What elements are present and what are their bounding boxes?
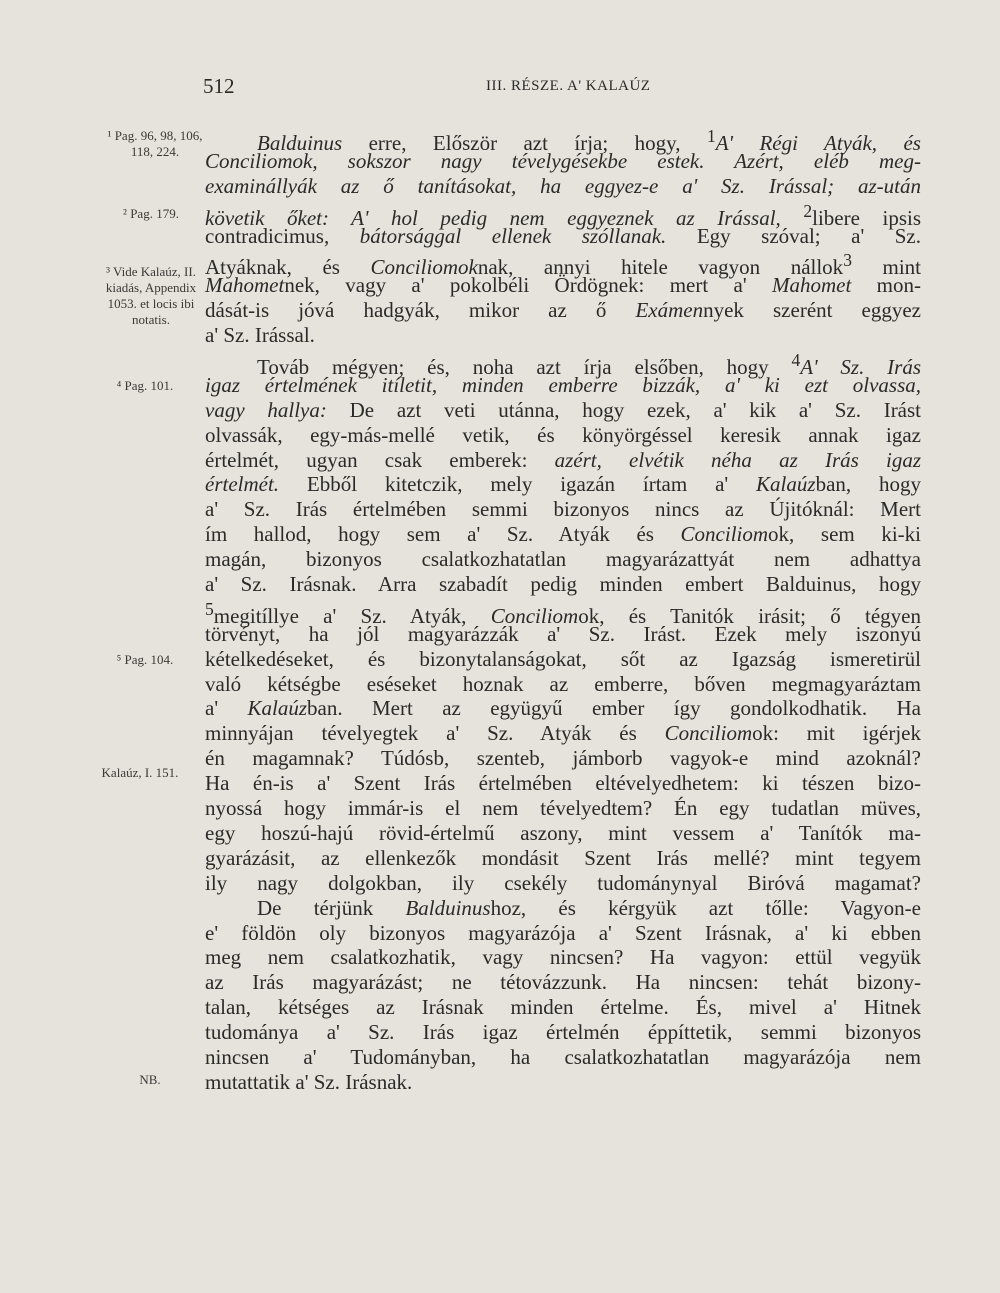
text-line: én magamnak? Túdósb, szenteb, jámborb vagyok-e mind azoknál? <box>205 746 921 771</box>
margin-note-5: ⁵ Pag. 104. <box>116 652 174 667</box>
text-line: igaz értelmének itíletit, minden emberre bizzák, a' ki ezt olvassa, <box>205 372 921 397</box>
text-line: Mahometnek, vagy a' pokolbéli Ördögnek: mert a' Mahomet mon- <box>205 273 921 298</box>
text-line: a' Kalaúzban. Mert az együgyű ember így gondolkodhatik. Ha <box>205 696 921 721</box>
text-line: értelmét. Ebből kitetczik, mely igazán írtam a' Kalaúzban, hogy <box>205 472 921 497</box>
text-line: olvassák, egy-más-mellé vetik, és könyörgéssel keresik annak igaz <box>205 422 921 447</box>
text-line: tudománya a' Sz. Irás igaz értelmén éppíttetik, semmi bizonyos <box>205 1020 921 1045</box>
text-line: Továb mégyen; és, noha azt írja elsőben, hogy $^4$A' Sz. Irás <box>257 350 921 380</box>
text-line: értelmét, ugyan csak emberek: azért, elvétik néha az Irás igaz <box>205 447 921 472</box>
text-line: a' Sz. Irás értelmében semmi bizonyos nincs az Újitóknál: Mert <box>205 497 921 522</box>
text-line: egy hoszú-hajú rövid-értelmű aszony, mint vessem a' Tanítók ma- <box>205 820 921 845</box>
text-line: kételkedéseket, és bizonytalanságokat, sőt az Igazság ismeretirül <box>205 646 921 671</box>
text-line: magán, bizonyos csalatkozhatatlan magyarázattyát nem adhattya <box>205 547 921 572</box>
margin-note-7: NB. <box>139 1072 161 1087</box>
text-line: nyossá hogy immár-is el nem tévelyedtem? Én egy tudatlan müves, <box>205 796 921 821</box>
text-line: examinállyák az ő tanításokat, ha eggyez-e a' Sz. Irással; az-után <box>205 173 921 198</box>
text-line: e' földön oly bizonyos magyarázója a' Szent Irásnak, a' ki ebben <box>205 920 921 945</box>
text-line: minnyájan tévelyegtek a' Sz. Atyák és Conciliomok: mit igérjek <box>205 721 921 746</box>
text-line: való kétségbe eséseket hoznak az emberre, bőven megmagyaráztam <box>205 671 921 696</box>
text-line: talan, kétséges az Irásnak minden értelme. És, mivel a' Hitnek <box>205 995 921 1020</box>
margin-note-6: Kalaúz, I. 151. <box>101 765 179 780</box>
text-line: vagy hallya: De azt veti utánna, hogy ezek, a' kik a' Sz. Irást <box>205 397 922 422</box>
main-text <box>205 124 921 1095</box>
text-line: a' Sz. Irással. <box>205 323 315 348</box>
margin-note-4: ⁴ Pag. 101. <box>116 378 174 393</box>
text-line: Conciliomok, sokszor nagy tévelygésekbe estek. Azért, eléb meg- <box>205 148 921 173</box>
running-title: III. RÉSZE. A' KALAÚZ <box>486 78 651 94</box>
text-line: törvényt, ha jól magyarázzák a' Sz. Irást. Ezek mely iszonyú <box>205 621 921 646</box>
text-line: contradicimus, bátorsággal ellenek szóllanak. Egy szóval; a' Sz. <box>205 223 922 248</box>
margin-note-2: ² Pag. 179. <box>123 206 179 221</box>
text-line: Atyáknak, és Conciliomoknak, annyi hitele vagyon nállok$^3$ mint <box>205 250 921 280</box>
margin-note-1: ¹ Pag. 96, 98, 106, 118, 224. <box>107 128 203 159</box>
text-line: nincsen a' Tudományban, ha csalatkozhatatlan magyarázója nem <box>205 1044 921 1069</box>
text-line: Balduinus erre, Először azt írja; hogy, $^1$A' Régi Atyák, és <box>257 126 921 155</box>
text-line: ím hallod, hogy sem a' Sz. Atyák és Conciliomok, sem ki-ki <box>205 522 921 547</box>
page-header <box>0 74 1000 104</box>
text-line: követik őket: A' hol pedig nem eggyeznek az Irással, $^2$libere ipsis <box>205 200 921 230</box>
text-line: a' Sz. Irásnak. Arra szabadít pedig minden embert Balduinus, hogy <box>205 572 921 597</box>
text-line: De térjünk Balduinushoz, és kérgyük azt tőlle: Vagyon-e <box>257 895 921 920</box>
text-line: $^5$megitíllye a' Sz. Atyák, Conciliomok, és Tanitók irásit; ő tégyen <box>205 598 922 628</box>
text-line: meg nem csalatkozhatik, vagy nincsen? Ha vagyon: ettül vegyük <box>205 945 921 970</box>
margin-note-3: ³ Vide Kalaúz, II. kiadás, Appendix 1053. et locis ibi notatis. <box>105 264 197 327</box>
text-line: gyarázásit, az ellenkezők mondásit Szent Irás mellé? mint tegyem <box>205 845 921 870</box>
text-line: Ha én-is a' Szent Irás értelmében eltévelyedhetem: ki tészen bizo- <box>205 771 921 796</box>
text-line: dását-is jóvá hadgyák, mikor az ő Exámennyek szerént eggyez <box>205 298 922 323</box>
text-line: az Irás magyarázást; ne tétovázzunk. Ha nincsen: tehát bizony- <box>205 970 921 995</box>
page-number: 512 <box>203 74 235 98</box>
text-line: mutattatik a' Sz. Irásnak. <box>205 1069 413 1094</box>
text-line: ily nagy dolgokban, ily csekély tudománynyal Biróvá magamat? <box>205 870 921 895</box>
